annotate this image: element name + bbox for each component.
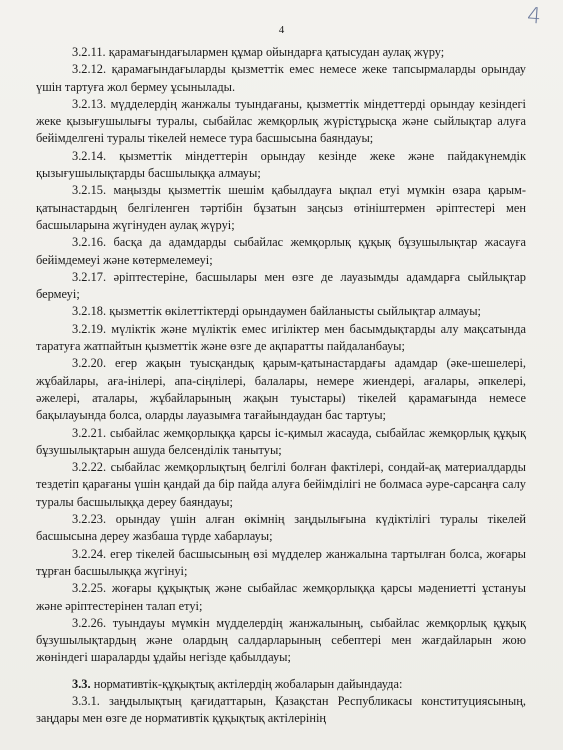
handwritten-page-number: 4 — [526, 3, 542, 30]
paragraph-3-2-15: 3.2.15. маңызды қызметтік шешім қабылдауға ықпал етуі мүмкін өзара қарым-қатынастардың белгіленген тәртібін бұзатын заңсыз өтініштермен әріптестері мен басшыларына жүгінуден аулақ жүруі; — [36, 183, 526, 232]
paragraph-3-2-22: 3.2.22. сыбайлас жемқорлықтың белгілі болған фактілері, сондай-ақ материалдарды тездетіп қарағаны үшін қандай да бір пайда алуға бейімділігі не болмаса әуре-сарсаңға салу туралы басшылыққа дереу баяндауы; — [36, 460, 526, 509]
paragraph-3-2-13: 3.2.13. мүдделердің жанжалы туындағаны, қызметтік міндеттерді орындау кезіндегі жеке қызығушылығы туралы, сыбайлас жемқорлық жүрістұрысқа және сыйлықтар алуға бейімделгені туралы тікелей немесе тура басшысына баяндауы; — [36, 96, 526, 146]
paragraph-3-2-25: 3.2.25. жоғары құқықтық және сыбайлас жемқорлыққа қарсы мәдениетті ұстануы және әріптестерінен талап етуі; — [36, 581, 526, 613]
paragraph-3-2-17: 3.2.17. әріптестеріне, басшылары мен өзге де лауазымды адамдарға сыйлықтар бермеуі; — [36, 269, 526, 302]
paragraph-3-2-14: 3.2.14. қызметтік міндеттерін орындау кезінде жеке және пайдакүнемдік қызығушылықтарды басшылыққа алмауы; — [36, 148, 526, 181]
paragraph-3-2-26: 3.2.26. туындауы мүмкін мүдделердің жанжалының, сыбайлас жемқорлық құқық бұзушылықтардың және олардың салдарларының себептері мен жағдайларын жою жөніндегі шараларды ұдайы негізде қабылдауы; — [36, 615, 526, 665]
page-number: 4 — [278, 24, 285, 36]
paragraph-3-2-18: 3.2.18. қызметтік өкілеттіктерді орындаумен байланысты сыйлықтар алмауы; — [72, 304, 481, 319]
paragraph-3-2-21: 3.2.21. сыбайлас жемқорлыққа қарсы іс-қимыл жасауда, сыбайлас жемқорлық құқық бұзушылықтарын ашуда белсенділік танытуы; — [36, 425, 526, 457]
paragraph-3-2-23: 3.2.23. орындау үшін алған өкімнің заңдылығына күдіктілігі туралы тікелей басшысына дереу жазбаша түрде хабарлауы; — [36, 512, 526, 544]
paragraph-3-2-11: 3.2.11. қарамағындағылармен құмар ойындарға қатысудан аулақ жүру; — [72, 45, 445, 59]
paragraph-3-2-16: 3.2.16. басқа да адамдарды сыбайлас жемқорлық құқық бұзушылықтар жасауға бейімдемеуі және көтермелемеуі; — [36, 235, 526, 267]
paragraph-3-2-12: 3.2.12. қарамағындағыларды қызметтік емес немесе жеке тапсырмаларды орындау үшін тартуға жол бермеу ұсынылады. — [36, 62, 526, 94]
paragraph-3-2-19: 3.2.19. мүліктік және мүліктік емес игіліктер мен басымдықтарды алу мақсатында таратуға жатпайтын қызметтік және өзге де ақпаратты пайдаланбауы; — [36, 321, 526, 354]
paragraph-3-3-1: 3.3.1. заңдылықтың қағидаттарын, Қазақстан Республикасы конституциясының, заңдары мен өзге де нормативтік құқықтық актілерінің — [36, 693, 526, 726]
paragraph-3-2-20: 3.2.20. егер жақын туысқандық қарым-қатынастардағы адамдар (әке-шешелері, жұбайлары, аға-інілері, апа-сіңлілері, балалары, немере жиендері, ағалары, әпкелері, әжелері, аталары, жұбайларының жақын туыстары) тікелей қарамағында немесе бақылауында болса, оларды лауазымға тағайындаудан бас тартуы; — [36, 356, 526, 423]
paragraph-3-2-24: 3.2.24. егер тікелей басшысының өзі мүдделер жанжалына тартылған болса, жоғары тұрған басшылыққа жүгінуі; — [36, 546, 526, 578]
section-heading-3-3: 3.3. нормативтік-құқықтық актілердің жобаларын дайындауда: — [72, 676, 403, 691]
document-body — [36, 44, 526, 728]
